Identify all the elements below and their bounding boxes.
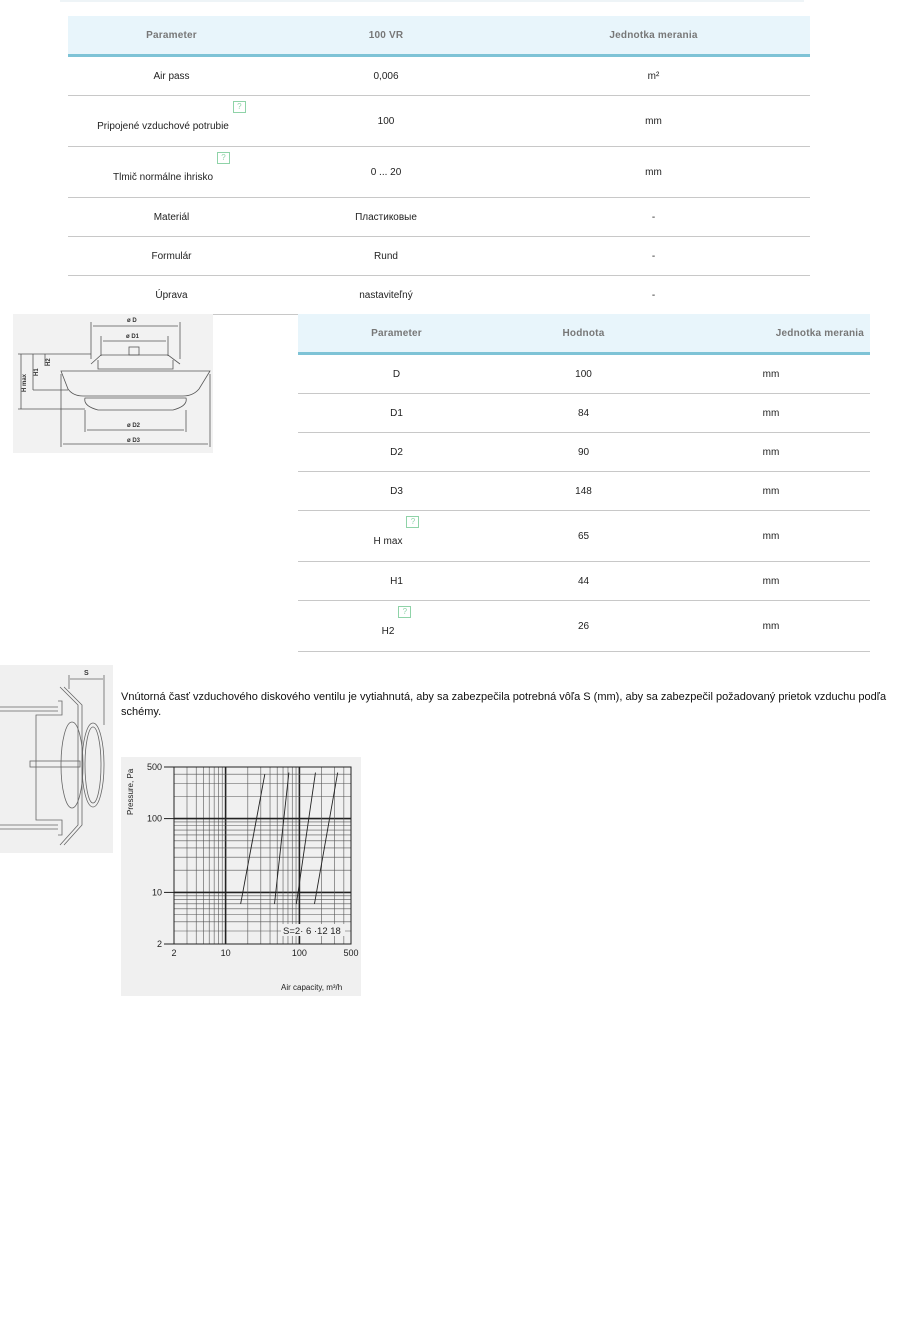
value-cell: Rund bbox=[275, 237, 497, 276]
param-label: Tlmič normálne ihrisko bbox=[112, 172, 214, 183]
dimension-drawing-svg bbox=[13, 314, 213, 453]
table-row bbox=[298, 433, 870, 472]
table-row bbox=[68, 237, 810, 276]
value-cell: 90 bbox=[495, 433, 672, 472]
value-cell: 0 ... 20 bbox=[275, 147, 497, 198]
x-tick-label: 10 bbox=[220, 948, 231, 958]
table-row bbox=[68, 56, 810, 96]
x-tick-label: 2 bbox=[171, 948, 177, 958]
unit-cell: - bbox=[497, 276, 810, 315]
y-tick-label: 2 bbox=[156, 939, 162, 949]
description-text: Vnútorná časť vzduchového diskového ventilu je vytiahnutá, aby sa zabezpečila potrebná vôľa S (mm), aby sa zabezpečil požadovaný prietok vzduchu podľa schémy. bbox=[121, 691, 887, 718]
unit-cell: mm bbox=[672, 562, 870, 601]
table-row bbox=[68, 96, 810, 147]
table-row bbox=[298, 472, 870, 511]
unit-cell: mm bbox=[672, 354, 870, 394]
unit-cell: - bbox=[497, 198, 810, 237]
param-cell bbox=[298, 511, 495, 562]
label-h2: H2 bbox=[46, 358, 52, 366]
table-row bbox=[68, 147, 810, 198]
series-line-s-2 bbox=[241, 774, 265, 904]
value-cell: 84 bbox=[495, 394, 672, 433]
table-row bbox=[298, 354, 870, 394]
unit-cell: mm bbox=[672, 472, 870, 511]
value-cell: 0,006 bbox=[275, 56, 497, 96]
param-cell: D3 bbox=[298, 472, 495, 511]
section-drawing bbox=[0, 665, 113, 853]
label-d3: ø D3 bbox=[127, 438, 141, 444]
col-header-value: 100 VR bbox=[275, 16, 497, 56]
value-cell: 65 bbox=[495, 511, 672, 562]
unit-cell: - bbox=[497, 237, 810, 276]
param-cell: D bbox=[298, 354, 495, 394]
param-label: Pripojené vzduchové potrubie bbox=[97, 121, 229, 132]
dimension-drawing bbox=[13, 314, 213, 453]
col-header-parameter: Parameter bbox=[68, 16, 275, 56]
value-cell: Пластиковые bbox=[275, 198, 497, 237]
label-h1: H1 bbox=[34, 368, 40, 376]
x-tick-label: 500 bbox=[343, 948, 359, 958]
series-line-s-18 bbox=[314, 773, 337, 904]
chart-series bbox=[241, 773, 338, 904]
help-icon[interactable]: ? bbox=[217, 152, 230, 164]
param-cell: H1 bbox=[298, 562, 495, 601]
help-icon[interactable]: ? bbox=[233, 101, 246, 113]
help-icon[interactable]: ? bbox=[398, 606, 411, 618]
label-d1: ø D1 bbox=[126, 334, 140, 340]
table-row bbox=[298, 511, 870, 562]
table-row bbox=[298, 601, 870, 652]
help-icon[interactable]: ? bbox=[406, 516, 419, 528]
table-row bbox=[298, 394, 870, 433]
y-tick-label: 10 bbox=[151, 887, 162, 898]
param-cell: D1 bbox=[298, 394, 495, 433]
y-tick-label: 100 bbox=[146, 813, 162, 824]
unit-cell: mm bbox=[497, 96, 810, 147]
unit-cell: mm bbox=[672, 511, 870, 562]
label-hmax: H max bbox=[22, 373, 28, 392]
y-axis-label: Pressure, Pa bbox=[126, 768, 135, 815]
label-s: S bbox=[84, 670, 89, 677]
param-cell bbox=[68, 96, 275, 147]
section-drawing-svg bbox=[0, 665, 113, 853]
chart-annotation: S=2· 6 ·12 18 bbox=[283, 926, 341, 937]
param-cell: Formulár bbox=[68, 237, 275, 276]
param-cell: Materiál bbox=[68, 198, 275, 237]
col-header-parameter: Parameter bbox=[298, 314, 495, 354]
col-header-unit: Jednotka merania bbox=[672, 314, 870, 354]
pressure-chart-svg bbox=[121, 757, 361, 996]
value-cell: 100 bbox=[495, 354, 672, 394]
value-cell: 100 bbox=[275, 96, 497, 147]
unit-cell: mm bbox=[672, 433, 870, 472]
series-line-s-6 bbox=[275, 773, 289, 904]
dimensions-table-header bbox=[298, 314, 870, 354]
param-cell: Úprava bbox=[68, 276, 275, 315]
unit-cell: mm bbox=[497, 147, 810, 198]
unit-cell: mm bbox=[672, 601, 870, 652]
y-tick-label: 500 bbox=[146, 762, 162, 772]
param-cell bbox=[68, 147, 275, 198]
plot-frame bbox=[174, 767, 351, 944]
dimensions-table bbox=[298, 314, 870, 652]
param-label: H max bbox=[373, 536, 403, 547]
top-divider bbox=[60, 0, 804, 2]
chart-grid bbox=[174, 767, 351, 944]
spec-table bbox=[68, 16, 810, 315]
param-label: H2 bbox=[381, 626, 395, 637]
value-cell: nastaviteľný bbox=[275, 276, 497, 315]
unit-cell: m² bbox=[497, 56, 810, 96]
value-cell: 44 bbox=[495, 562, 672, 601]
col-header-value: Hodnota bbox=[495, 314, 672, 354]
param-cell: D2 bbox=[298, 433, 495, 472]
unit-cell: mm bbox=[672, 394, 870, 433]
param-cell bbox=[298, 601, 495, 652]
table-row bbox=[68, 198, 810, 237]
param-cell: Air pass bbox=[68, 56, 275, 96]
label-d: ø D bbox=[127, 318, 137, 324]
table-row bbox=[298, 562, 870, 601]
value-cell: 26 bbox=[495, 601, 672, 652]
col-header-unit: Jednotka merania bbox=[497, 16, 810, 56]
x-tick-label: 100 bbox=[291, 948, 307, 958]
spec-table-header bbox=[68, 16, 810, 56]
pressure-chart bbox=[121, 757, 361, 996]
table-row bbox=[68, 276, 810, 315]
x-axis-label: Air capacity, m³/h bbox=[281, 983, 343, 992]
value-cell: 148 bbox=[495, 472, 672, 511]
label-d2: ø D2 bbox=[127, 423, 141, 429]
